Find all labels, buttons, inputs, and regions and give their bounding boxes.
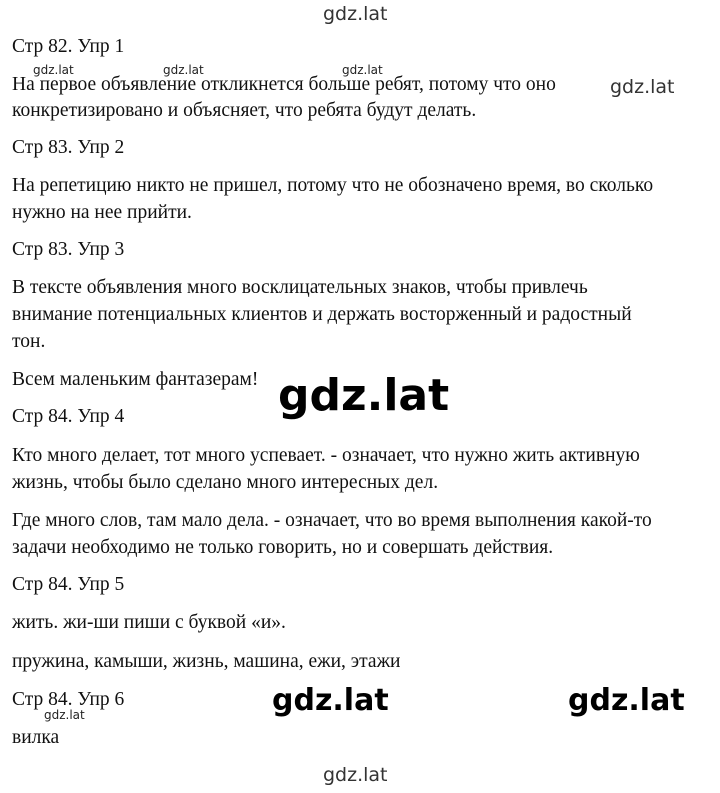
watermark-large: gdz.lat (278, 370, 450, 421)
answer-line: Всем маленьким фантазерам! (12, 369, 259, 390)
watermark-small: gdz.lat (44, 708, 85, 722)
exercise-heading: Стр 83. Упр 2 (12, 137, 125, 158)
answer-line: задачи необходимо не только говорить, но и совершать действия. (12, 537, 554, 558)
answer-line: Кто много делает, тот много успевает. - означает, что нужно жить активную (12, 445, 640, 466)
answer-line: Где много слов, там мало дела. - означает, что во время выполнения какой-то (12, 510, 652, 531)
answer-line: вилка (12, 727, 60, 748)
watermark-small: gdz.lat (33, 63, 74, 77)
exercise-heading: Стр 84. Упр 5 (12, 574, 125, 595)
answer-line: конкретизировано и объясняет, что ребята будут делать. (12, 100, 477, 121)
answer-line: пружина, камыши, жизнь, машина, ежи, этажи (12, 651, 401, 672)
exercise-heading: Стр 83. Упр 3 (12, 239, 125, 260)
answer-line: тон. (12, 331, 46, 352)
watermark-bottom: gdz.lat (323, 764, 388, 786)
exercise-heading: Стр 84. Упр 4 (12, 406, 125, 427)
exercise-heading: Стр 82. Упр 1 (12, 36, 125, 57)
answer-line: На первое объявление откликнется больше ребят, потому что оно (12, 74, 556, 95)
answer-line: жизнь, чтобы было сделано много интересных дел. (12, 472, 439, 493)
answer-line: нужно на нее прийти. (12, 202, 192, 223)
answer-line: На репетицию никто не пришел, потому что не обозначено время, во сколько (12, 175, 654, 196)
watermark-right: gdz.lat (610, 76, 675, 98)
watermark-small: gdz.lat (342, 63, 383, 77)
answer-line: внимание потенциальных клиентов и держать восторженный и радостный (12, 304, 632, 325)
answer-line: жить. жи-ши пиши с буквой «и». (12, 612, 286, 633)
watermark-bold: gdz.lat (272, 683, 389, 718)
watermark-small: gdz.lat (163, 63, 204, 77)
watermark-bold: gdz.lat (568, 683, 685, 718)
answer-line: В тексте объявления много восклицательных знаков, чтобы привлечь (12, 277, 588, 298)
exercise-heading: Стр 84. Упр 6 (12, 689, 125, 710)
watermark-top: gdz.lat (323, 3, 388, 25)
